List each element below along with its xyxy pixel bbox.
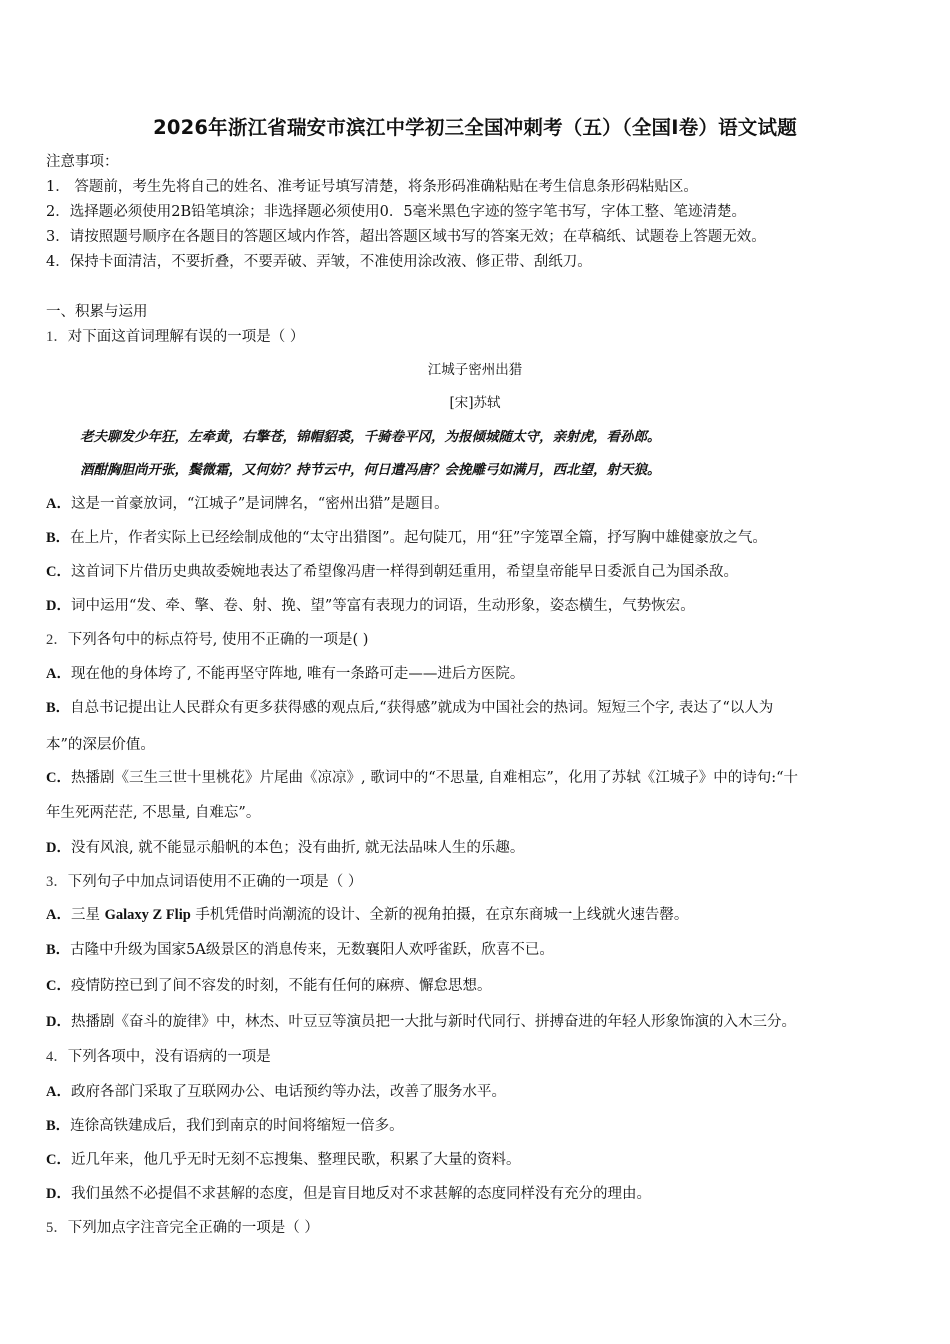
option-text: 连徐高铁建成后，我们到南京的时间将缩短一倍多。 <box>70 1118 404 1134</box>
option-label: A． <box>46 1084 71 1100</box>
option-4d <box>46 1184 651 1204</box>
option-label: B． <box>46 530 71 546</box>
notice-heading: 注意事项： <box>46 154 119 170</box>
option-text: 疫情防控已到了间不容发的时刻，不能有任何的麻痹、懈怠思想。 <box>70 978 492 994</box>
option-text: 自总书记提出让人民群众有更多获得感的观点后,“获得感”就成为中国社会的热词。短短三个字, 表达了“以人为 <box>70 700 774 716</box>
option-label: B． <box>46 700 71 716</box>
option-text: 手机凭借时尚潮流的设计、全新的视角拍摄，在京东商城一上线就火速告罄。 <box>190 907 689 923</box>
option-text: 热播剧《奋斗的旋律》中，林杰、叶豆豆等演员把一大批与新时代同行、拼搏奋进的年轻人形象饰演的入木三分。 <box>70 1014 796 1030</box>
document-title: 2026年浙江省瑞安市滨江中学初三全国冲刺考（五）（全国I卷）语文试题 <box>153 116 797 139</box>
question-4-stem <box>46 1047 271 1067</box>
option-1d <box>46 596 695 616</box>
option-text: 没有风浪, 就不能显示船帆的本色；没有曲折, 就无法品味人生的乐趣。 <box>70 840 525 856</box>
option-product-name: Galaxy Z Flip <box>104 907 191 923</box>
question-text: 对下面这首词理解有误的一项是（ ） <box>67 329 305 345</box>
poem-title: 江城子密州出猎 <box>427 362 523 378</box>
option-3d <box>46 1012 796 1032</box>
question-number: 2． <box>46 632 68 648</box>
section-heading: 一、积累与运用 <box>46 304 148 320</box>
option-label: C． <box>46 770 71 786</box>
option-2b-continued: 本”的深层价值。 <box>46 737 155 753</box>
option-4b <box>46 1116 404 1136</box>
option-label: D． <box>46 598 71 614</box>
notice-item-2: 2．选择题必须使用2B铅笔填涂；非选择题必须使用0．5毫米黑色字迹的签字笔书写，字体工整、笔迹清楚。 <box>46 204 747 220</box>
option-4a <box>46 1082 506 1102</box>
option-label: A． <box>46 907 71 923</box>
question-2-stem <box>46 630 368 650</box>
option-2c <box>46 768 798 788</box>
notice-item-3: 3．请按照题号顺序在各题目的答题区域内作答，超出答题区域书写的答案无效；在草稿纸、试题卷上答题无效。 <box>46 229 766 245</box>
question-number: 3． <box>46 874 68 890</box>
option-2d <box>46 838 524 858</box>
option-text: 现在他的身体垮了, 不能再坚守阵地, 唯有一条路可走——进后方医院。 <box>70 666 525 682</box>
option-label: D． <box>46 1186 71 1202</box>
option-4c <box>46 1150 520 1170</box>
option-text: 热播剧《三生三世十里桃花》片尾曲《凉凉》, 歌词中的“不思量, 自难相忘”，化用了苏轼《江城子》中的诗句:“十 <box>70 770 799 786</box>
option-label: A． <box>46 666 71 682</box>
option-1a <box>46 494 449 514</box>
question-text: 下列各项中，没有语病的一项是 <box>67 1049 271 1065</box>
option-label: C． <box>46 564 71 580</box>
option-label: C． <box>46 978 71 994</box>
question-number: 5． <box>46 1220 68 1236</box>
option-text: 在上片，作者实际上已经绘制成他的“太守出猎图”。起句陡兀，用“狂”字笼罩全篇，抒写胸中雄健豪放之气。 <box>70 530 767 546</box>
poem-author: [宋]苏轼 <box>449 395 501 411</box>
option-2c-continued: 年生死两茫茫, 不思量, 自难忘”。 <box>46 805 261 821</box>
option-text: 这首词下片借历史典故委婉地表达了希望像冯唐一样得到朝廷重用，希望皇帝能早日委派自己为国杀敌。 <box>70 564 738 580</box>
option-label: C． <box>46 1152 71 1168</box>
option-text: 这是一首豪放词，“江城子”是词牌名，“密州出猎”是题目。 <box>70 496 449 512</box>
question-3-stem <box>46 872 362 892</box>
notice-item-1: 1． 答题前，考生先将自己的姓名、准考证号填写清楚，将条形码准确粘贴在考生信息条形码粘贴区。 <box>46 179 698 195</box>
poem-line-1: 老夫聊发少年狂，左牵黄，右擎苍，锦帽貂裘，千骑卷平冈，为报倾城随太守，亲射虎，看孙郎。 <box>80 429 661 445</box>
poem-line-2: 酒酣胸胆尚开张，鬓微霜，又何妨？持节云中，何日遣冯唐？会挽雕弓如满月，西北望，射天狼。 <box>80 462 661 478</box>
option-label: A． <box>46 496 71 512</box>
option-label: B． <box>46 1118 71 1134</box>
option-text: 政府各部门采取了互联网办公、电话预约等办法，改善了服务水平。 <box>70 1084 506 1100</box>
option-3a <box>46 905 688 925</box>
option-3c <box>46 976 491 996</box>
option-label: B． <box>46 942 71 958</box>
option-text: 古隆中升级为国家5A级景区的消息传来，无数襄阳人欢呼雀跃，欣喜不已。 <box>70 942 554 958</box>
option-1c <box>46 562 738 582</box>
question-text: 下列各句中的标点符号, 使用不正确的一项是( ) <box>67 632 369 648</box>
option-prefix: 三星 <box>70 907 105 923</box>
option-2b <box>46 698 773 718</box>
option-text: 近几年来，他几乎无时无刻不忘搜集、整理民歌，积累了大量的资料。 <box>70 1152 521 1168</box>
question-1-stem <box>46 327 304 347</box>
notice-item-4: 4．保持卡面清洁，不要折叠，不要弄破、弄皱，不准使用涂改液、修正带、刮纸刀。 <box>46 254 592 270</box>
option-1b <box>46 528 767 548</box>
option-label: D． <box>46 1014 71 1030</box>
option-text: 我们虽然不必提倡不求甚解的态度，但是盲目地反对不求甚解的态度同样没有充分的理由。 <box>70 1186 651 1202</box>
option-label: D． <box>46 840 71 856</box>
option-3b <box>46 940 554 960</box>
question-number: 4． <box>46 1049 68 1065</box>
option-text: 词中运用“发、牵、擎、卷、射、挽、望”等富有表现力的词语，生动形象，姿态横生，气势恢宏。 <box>70 598 695 614</box>
question-text: 下列加点字注音完全正确的一项是（ ） <box>67 1220 319 1236</box>
question-text: 下列句子中加点词语使用不正确的一项是（ ） <box>67 874 363 890</box>
question-number: 1． <box>46 329 68 345</box>
option-2a <box>46 664 524 684</box>
question-5-stem <box>46 1218 319 1238</box>
